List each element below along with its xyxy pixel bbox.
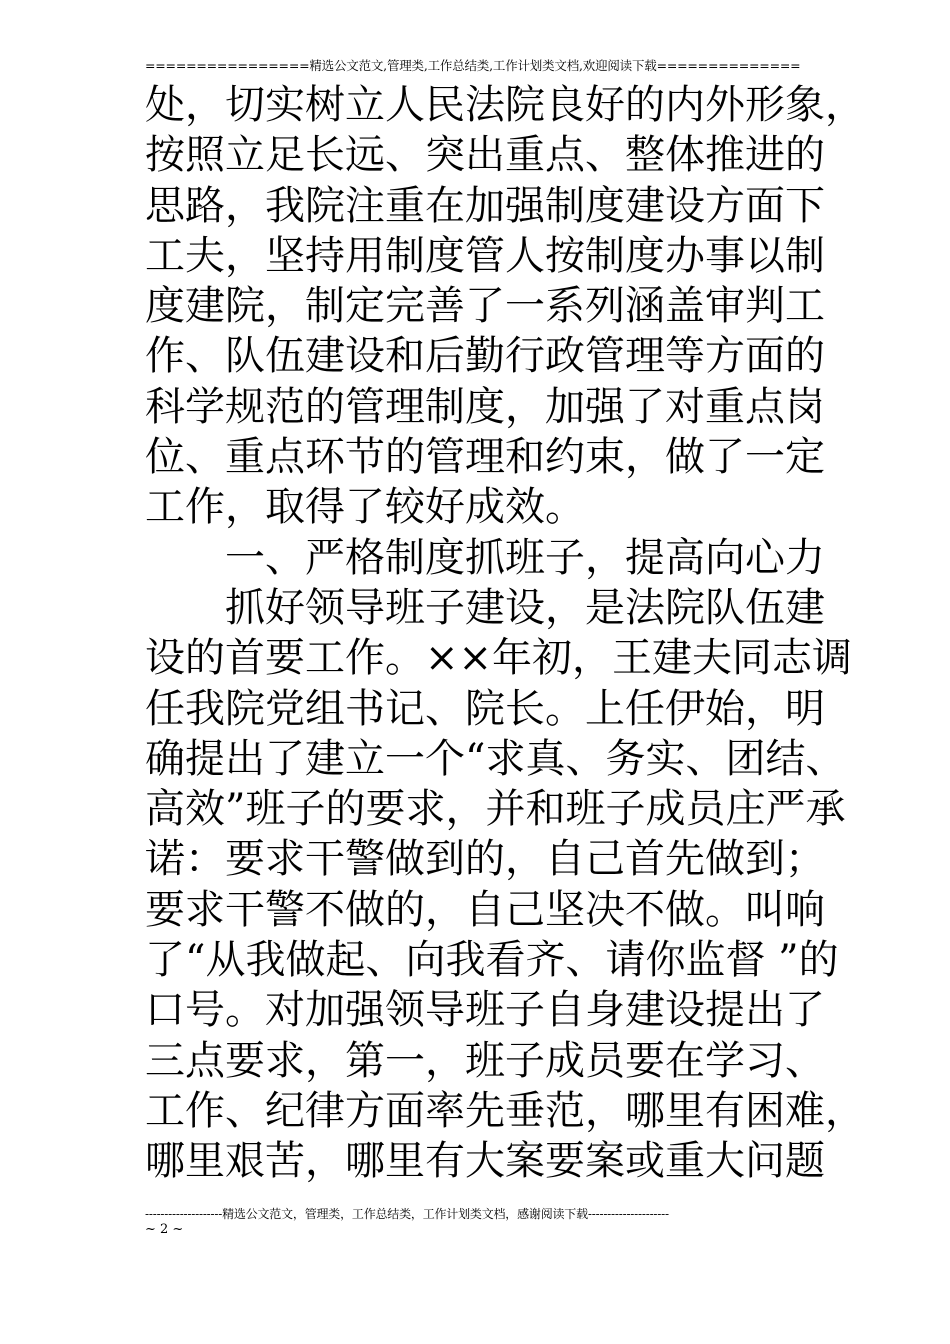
body-line: 工作、纪律方面率先垂范，哪里有困难， (145, 1087, 865, 1134)
body-line: 按照立足长远、突出重点、整体推进的 (145, 132, 825, 179)
body-line: 口号。对加强领导班子自身建设提出了 (145, 987, 825, 1034)
body-line: 抓好领导班子建设，是法院队伍建 (145, 584, 825, 631)
body-line: 工夫，坚持用制度管人按制度办事以制 (145, 232, 825, 279)
body-line: 高效”班子的要求，并和班子成员庄严承 (145, 786, 846, 833)
body-line: 作、队伍建设和后勤行政管理等方面的 (145, 333, 825, 380)
body-line: 诺：要求干警做到的，自己首先做到； (145, 836, 825, 883)
page-number: ~ 2 ~ (145, 1222, 184, 1237)
page-header-banner: ================精选公文范文,管理类,工作总结类,工作计划类文档,欢迎阅读下载============== (145, 58, 801, 73)
page-footer-banner: --------------------精选公文范文，管理类，工作总结类，工作计划类文档，感谢阅读下载--------------------- (145, 1207, 669, 1221)
body-line: 确提出了建立一个“求真、务实、团结、 (145, 735, 846, 782)
body-line: 度建院，制定完善了一系列涵盖审判工 (145, 283, 825, 330)
body-line: 要求干警不做的，自己坚决不做。叫响 (145, 886, 825, 933)
body-line: 位、重点环节的管理和约束，做了一定 (145, 434, 825, 481)
section-heading: 一、严格制度抓班子，提高向心力 (145, 534, 825, 581)
body-line: 设的首要工作。××年初，王建夫同志调 (145, 635, 853, 682)
body-line: 三点要求，第一，班子成员要在学习、 (145, 1037, 825, 1084)
document-body (145, 80, 865, 1187)
body-line: 处，切实树立人民法院良好的内外形象， (145, 82, 865, 128)
body-line: 了“从我做起、向我看齐、请你监督 ”的 (145, 937, 839, 984)
body-line: 任我院党组书记、院长。上任伊始，明 (145, 685, 825, 732)
body-line: 思路，我院注重在加强制度建设方面下 (145, 182, 825, 229)
body-line: 科学规范的管理制度，加强了对重点岗 (145, 383, 825, 430)
body-line: 工作，取得了较好成效。 (145, 484, 585, 531)
body-line: 哪里艰苦，哪里有大案要案或重大问题 (145, 1138, 825, 1185)
